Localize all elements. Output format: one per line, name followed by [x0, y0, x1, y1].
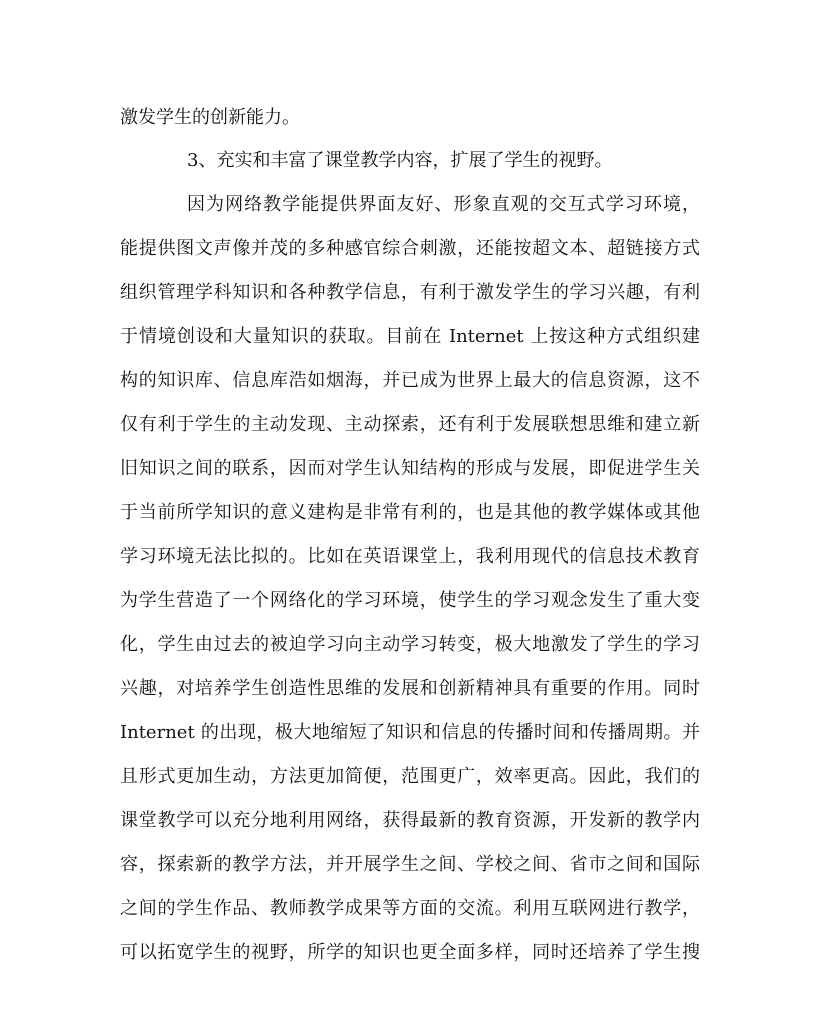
text-line: 构的知识库、信息库浩如烟海，并已成为世界上最大的信息资源，这不 [120, 370, 700, 391]
text-line: 且形式更加生动，方法更加简便，范围更广，效率更高。因此，我们的 [120, 766, 700, 787]
text-line: 于当前所学知识的意义建构是非常有利的，也是其他的教学媒体或其他 [120, 502, 700, 523]
text-line: 因为网络教学能提供界面友好、形象直观的交互式学习环境， [187, 194, 700, 215]
text-line: 为学生营造了一个网络化的学习环境，使学生的学习观念发生了重大变 [120, 590, 700, 611]
text-line: 容，探索新的教学方法，并开展学生之间、学校之间、省市之间和国际 [120, 854, 700, 875]
text-line: 之间的学生作品、教师教学成果等方面的交流。利用互联网进行教学， [120, 898, 700, 919]
text-line: 能提供图文声像并茂的多种感官综合刺激，还能按超文本、超链接方式 [120, 238, 700, 259]
text-line: 兴趣，对培养学生创造性思维的发展和创新精神具有重要的作用。同时 [120, 678, 700, 699]
text-line: Internet 的出现，极大地缩短了知识和信息的传播时间和传播周期。并 [120, 722, 700, 743]
text-line: 于情境创设和大量知识的获取。目前在 Internet 上按这种方式组织建 [120, 326, 700, 347]
text-line: 化，学生由过去的被迫学习向主动学习转变，极大地激发了学生的学习 [120, 634, 700, 655]
text-line: 学习环境无法比拟的。比如在英语课堂上，我利用现代的信息技术教育 [120, 546, 700, 567]
text-line: 仅有利于学生的主动发现、主动探索，还有利于发展联想思维和建立新 [120, 414, 700, 435]
text-line: 课堂教学可以充分地利用网络，获得最新的教育资源，开发新的教学内 [120, 810, 700, 831]
text-line: 激发学生的创新能力。 [120, 107, 300, 128]
section-heading: 3、充实和丰富了课堂教学内容，扩展了学生的视野。 [187, 150, 613, 171]
text-line: 旧知识之间的联系，因而对学生认知结构的形成与发展，即促进学生关 [120, 458, 700, 479]
text-line: 可以拓宽学生的视野，所学的知识也更全面多样，同时还培养了学生搜 [120, 942, 700, 963]
text-line: 组织管理学科知识和各种教学信息，有利于激发学生的学习兴趣，有利 [120, 282, 700, 303]
